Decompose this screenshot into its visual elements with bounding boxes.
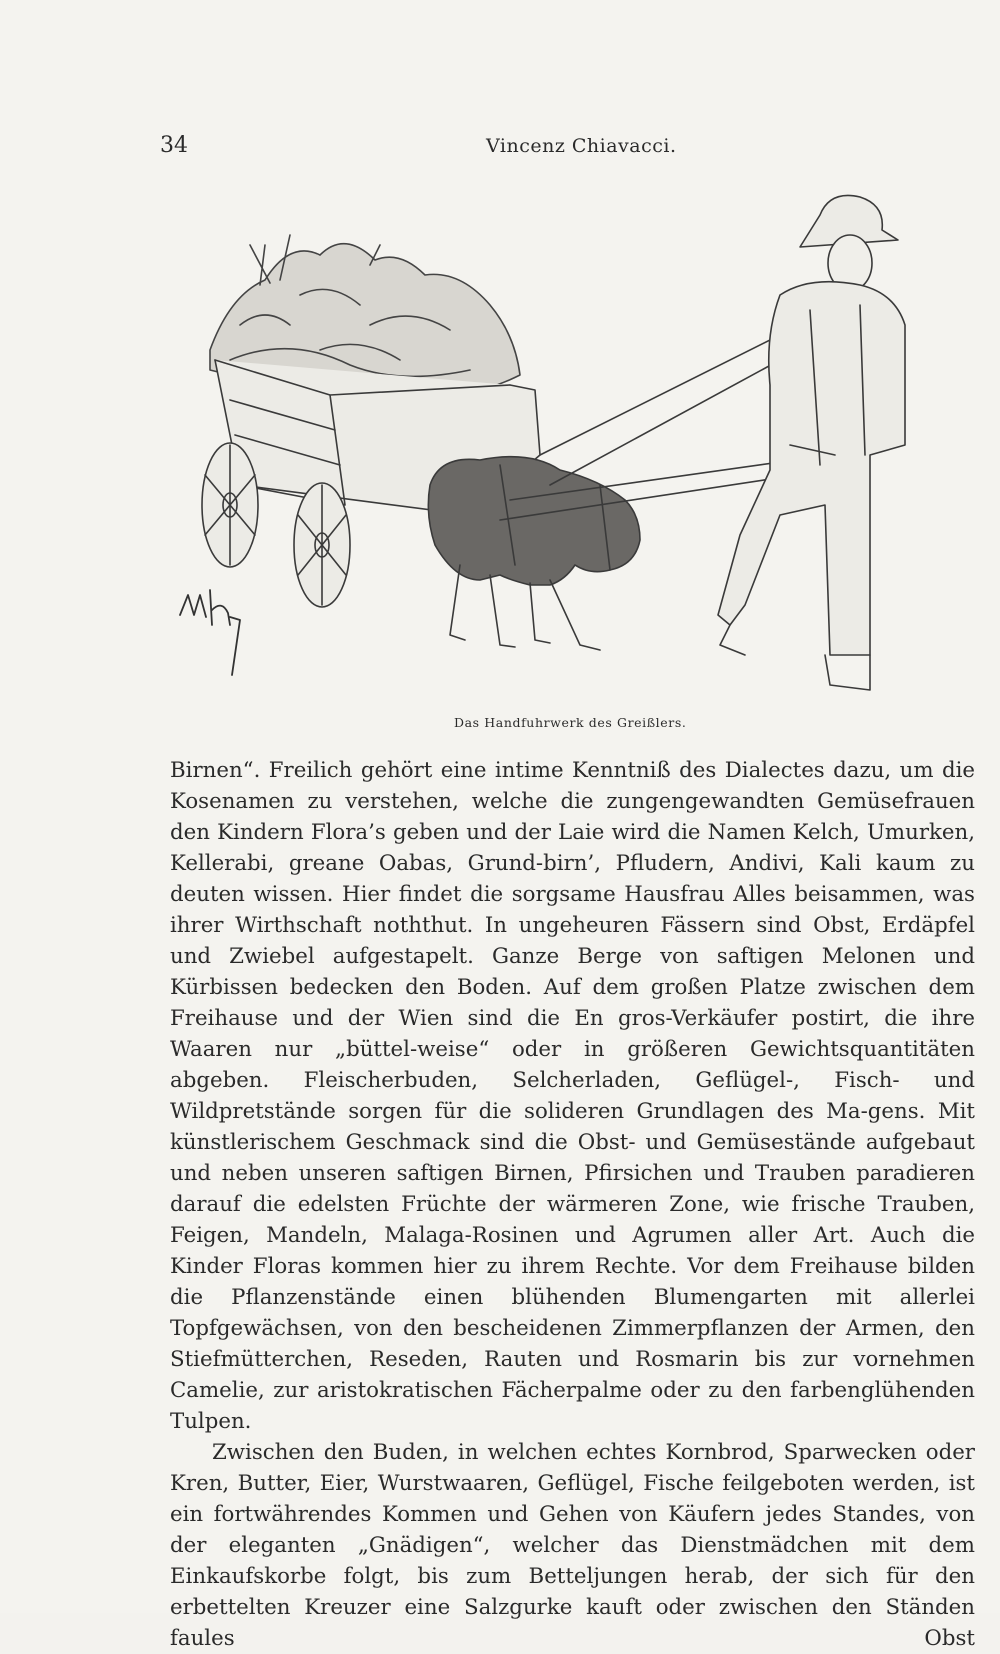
cart-man — [718, 195, 905, 690]
paragraph-2: Zwischen den Buden, in welchen echtes Kornbrod, Sparwecken oder Kren, Butter, Eier, Wurstwaaren, Geflügel, Fische feilgeboten werden, ist ein fortwährendes Kommen und Gehen von Käufern jedes Standes, von der eleganten „Gnädigen“, welcher das Dienstmädchen mit dem Einkaufskorbe folgt, bis zum Betteljungen herab, der sich für den erbettelten Kreuzer eine Salzgurke kauft oder zwischen den Ständen faules Obst — [170, 1440, 975, 1651]
cart-wheel-front — [294, 483, 350, 607]
cart-wheel-back — [202, 443, 258, 567]
illustration-caption: Das Handfuhrwerk des Greißlers. — [454, 715, 687, 730]
page-header — [0, 133, 1000, 173]
paragraph-1: Birnen“. Freilich gehört eine intime Kenntniß des Dialectes dazu, um die Kosenamen zu verstehen, welche die zungengewandten Gemüsefrauen den Kindern Flora’s geben und der Laie wird die Namen Kelch, Umurken, Kellerabi, greane Oabas, Grund-birn’, Pfludern, Andivi, Kali kaum zu deuten wissen. Hier findet die sorgsame Hausfrau Alles beisammen, was ihrer Wirthschaft noththut. In ungeheuren Fässern sind Obst, Erdäpfel und Zwiebel aufgestapelt. Ganze Berge von saftigen Melonen und Kürbissen bedecken den Boden. Auf dem großen Platze zwischen dem Freihause und der Wien sind die En gros-Verkäufer postirt, die ihre Waaren nur „büttel-weise“ oder in größeren Gewichtsquantitäten abgeben. Fleischerbuden, Selcherladen, Geflügel-, Fisch- und Wildpretstände sorgen für die solideren Grundlagen des Ma-gens. Mit künstlerischem Geschmack sind die Obst- und Gemüsestände aufgebaut und neben unseren saftigen Birnen, Pfirsichen und Trauben paradieren darauf die edelsten Früchte der wärmeren Zone, wie frische Trauben, Feigen, Mandeln, Malaga-Rosinen und Agrumen aller Art. Auch die Kinder Floras kommen hier zu ihrem Rechte. Vor dem Freihause bilden die Pflanzenstände einen blühenden Blumengarten mit allerlei Topfgewächsen, von den bescheidenen Zimmerpflanzen der Armen, den Stiefmütterchen, Reseden, Rauten und Rosmarin bis zur vornehmen Camelie, zur aristokratischen Fächerpalme oder zu den farbenglühenden Tulpen. — [170, 758, 975, 1434]
running-title: Vincenz Chiavacci. — [486, 135, 677, 157]
handcart-illustration — [170, 185, 930, 705]
body-text — [170, 755, 975, 1654]
artist-monogram — [180, 590, 240, 675]
page-number: 34 — [160, 133, 188, 158]
